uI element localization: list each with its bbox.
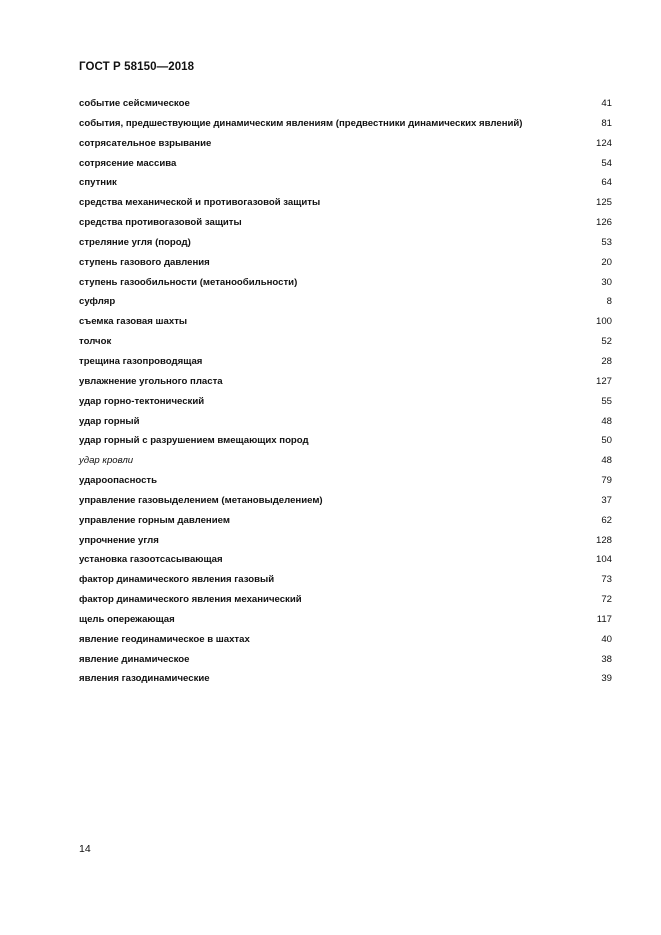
index-term-number: 40 bbox=[601, 633, 612, 645]
index-term: явление динамическое bbox=[79, 653, 190, 665]
index-term: удар горный с разрушением вмещающих пород bbox=[79, 435, 309, 447]
index-term: ступень газообильности (метанообильности) bbox=[79, 276, 298, 288]
index-term: съемка газовая шахты bbox=[79, 316, 188, 328]
index-term: удароопасность bbox=[79, 475, 158, 487]
index-term-number: 30 bbox=[601, 276, 612, 288]
index-entry bbox=[79, 416, 612, 436]
index-entry bbox=[79, 138, 612, 158]
index-term: стреляние угля (пород) bbox=[79, 236, 191, 248]
index-term-number: 20 bbox=[601, 256, 612, 268]
index-term: явления газодинамические bbox=[79, 673, 210, 685]
index-term: спутник bbox=[79, 177, 117, 189]
index-term-number: 124 bbox=[595, 137, 612, 149]
index-term: события, предшествующие динамическим явлениям (предвестники динамических явлений) bbox=[79, 117, 523, 129]
index-term: фактор динамического явления газовый bbox=[79, 574, 275, 586]
index-term: событие сейсмическое bbox=[79, 98, 190, 109]
index-term-number: 55 bbox=[601, 395, 612, 407]
index-list bbox=[79, 98, 612, 693]
index-term: управление горным давлением bbox=[79, 514, 230, 526]
index-entry bbox=[79, 654, 612, 674]
index-term-number: 73 bbox=[601, 574, 612, 586]
index-entry bbox=[79, 515, 612, 535]
index-term-number: 81 bbox=[601, 117, 612, 129]
index-entry bbox=[79, 574, 612, 594]
index-term: установка газоотсасывающая bbox=[79, 554, 223, 566]
index-term-number: 126 bbox=[595, 217, 612, 229]
index-entry bbox=[79, 495, 612, 515]
index-term-number: 117 bbox=[596, 613, 612, 625]
index-entry bbox=[79, 217, 612, 237]
index-entry bbox=[79, 316, 612, 336]
index-term-number: 39 bbox=[601, 673, 612, 685]
index-term: ступень газового давления bbox=[79, 256, 210, 268]
index-term-number: 72 bbox=[601, 594, 612, 606]
index-entry bbox=[79, 455, 612, 475]
index-entry bbox=[79, 673, 612, 693]
index-term: фактор динамического явления механический bbox=[79, 594, 302, 606]
index-term-number: 37 bbox=[601, 494, 612, 506]
index-term: суфляр bbox=[79, 296, 116, 308]
index-term: сотрясение массива bbox=[79, 157, 177, 169]
index-entry bbox=[79, 98, 612, 118]
index-entry bbox=[79, 177, 612, 197]
index-entry bbox=[79, 237, 612, 257]
index-entry bbox=[79, 296, 612, 316]
index-entry bbox=[79, 475, 612, 495]
index-entry bbox=[79, 614, 612, 634]
index-term: удар горный bbox=[79, 415, 140, 427]
index-term-number: 53 bbox=[601, 236, 612, 248]
index-term-number: 125 bbox=[595, 197, 612, 209]
index-term: сотрясательное взрывание bbox=[79, 137, 212, 149]
index-term-number: 104 bbox=[595, 554, 612, 566]
page-number: 14 bbox=[79, 843, 91, 855]
index-entry bbox=[79, 158, 612, 178]
index-term-number: 38 bbox=[601, 653, 612, 665]
index-entry bbox=[79, 356, 612, 376]
index-entry bbox=[79, 197, 612, 217]
index-term-number: 41 bbox=[601, 98, 612, 109]
index-entry bbox=[79, 257, 612, 277]
index-term-number: 100 bbox=[595, 316, 612, 328]
index-term: трещина газопроводящая bbox=[79, 355, 203, 367]
index-term-number: 64 bbox=[601, 177, 612, 189]
index-entry bbox=[79, 118, 612, 138]
index-term: увлажнение угольного пласта bbox=[79, 375, 223, 387]
index-term: явление геодинамическое в шахтах bbox=[79, 633, 250, 645]
index-entry bbox=[79, 376, 612, 396]
index-entry bbox=[79, 535, 612, 555]
index-term: средства механической и противогазовой защиты bbox=[79, 197, 321, 209]
index-entry bbox=[79, 554, 612, 574]
index-entry bbox=[79, 396, 612, 416]
index-entry bbox=[79, 634, 612, 654]
index-term-number: 28 bbox=[601, 355, 612, 367]
index-term: щель опережающая bbox=[79, 613, 175, 625]
index-term-number: 54 bbox=[601, 157, 612, 169]
index-term: упрочнение угля bbox=[79, 534, 159, 546]
index-term-number: 8 bbox=[606, 296, 612, 308]
index-entry bbox=[79, 336, 612, 356]
index-term-number: 48 bbox=[601, 455, 612, 467]
index-term-number: 128 bbox=[595, 534, 612, 546]
index-term: управление газовыделением (метановыделением) bbox=[79, 494, 323, 506]
index-term: удар горно-тектонический bbox=[79, 395, 205, 407]
index-term-number: 52 bbox=[601, 336, 612, 348]
index-term: средства противогазовой защиты bbox=[79, 217, 242, 229]
index-term-number: 50 bbox=[601, 435, 612, 447]
index-term-number: 127 bbox=[595, 375, 612, 387]
index-term-number: 79 bbox=[601, 475, 612, 487]
index-entry bbox=[79, 594, 612, 614]
index-term: удар кровли bbox=[79, 455, 134, 467]
index-term-number: 62 bbox=[601, 514, 612, 526]
document-header: ГОСТ Р 58150—2018 bbox=[79, 61, 195, 73]
index-term: толчок bbox=[79, 336, 112, 348]
index-entry bbox=[79, 435, 612, 455]
index-entry bbox=[79, 277, 612, 297]
index-term-number: 48 bbox=[601, 415, 612, 427]
